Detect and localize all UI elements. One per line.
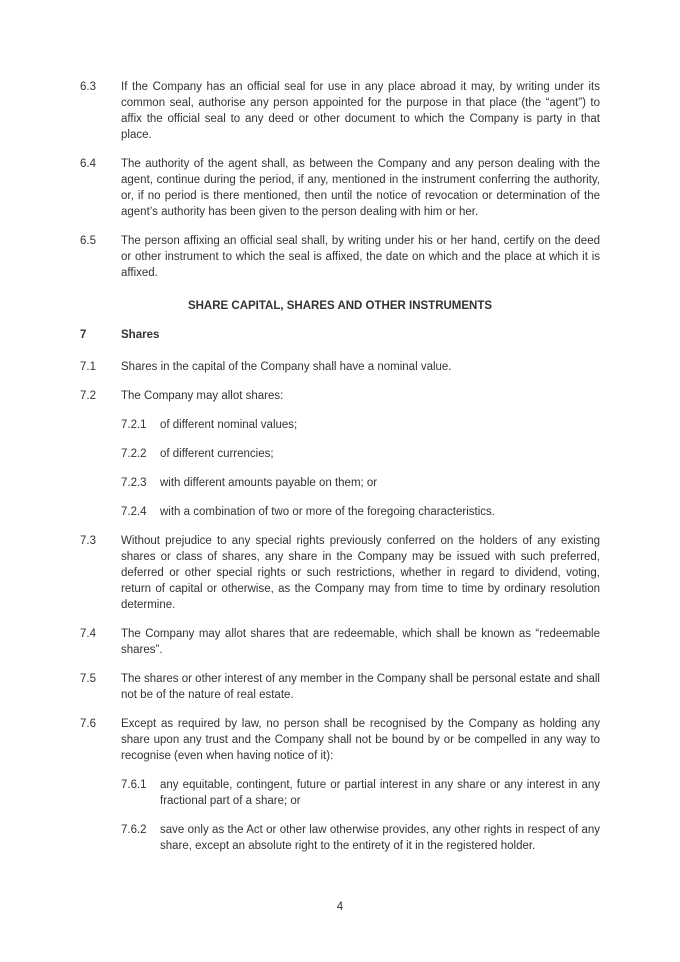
clause-number: 7.6 (80, 718, 96, 730)
clause-text: of different nominal values; (160, 419, 298, 431)
clause-text: The person affixing an official seal shall, by writing under his or her hand, certify on the deed or other instrument to which the seal is affixed, the date on which and the place at which it is affixed. (121, 235, 600, 279)
clause-text: any equitable, contingent, future or partial interest in any share or any interest in any fractional part of a share; or (160, 779, 600, 807)
page-number: 4 (336, 901, 344, 913)
clause-7-2 (80, 388, 600, 404)
clause-7-6-2 (121, 822, 600, 854)
clause-number: 6.5 (80, 235, 96, 247)
clause-number: 7.3 (80, 535, 96, 547)
clause-7-6 (80, 716, 600, 764)
clause-text: with different amounts payable on them; or (160, 477, 378, 489)
clause-number: 6.3 (80, 81, 96, 93)
clause-6-3 (80, 79, 600, 143)
clause-7-5 (80, 671, 600, 703)
clause-7-4 (80, 626, 600, 658)
section-heading: SHARE CAPITAL, SHARES AND OTHER INSTRUMENTS (187, 300, 493, 312)
clause-text: Without prejudice to any special rights previously conferred on the holders of any existing shares or class of shares, any share in the Company may be issued with such preferred, deferred or other special rights or such restrictions, whether in regard to dividend, voting, return of capital or otherwise, as the Company may from time to time by ordinary resolution determine. (121, 535, 600, 611)
clause-7-2-2 (121, 446, 600, 462)
clause-number: 7.6.2 (121, 824, 147, 836)
clause-text: The Company may allot shares that are redeemable, which shall be known as “redeemable shares”. (121, 628, 600, 656)
clause-7-6-1 (121, 777, 600, 809)
clause-number: 7.2.3 (121, 477, 147, 489)
section-title-text: Shares (121, 329, 160, 341)
clause-text: of different currencies; (160, 448, 274, 460)
clause-text: The authority of the agent shall, as between the Company and any person dealing with the agent, continue during the period, if any, mentioned in the instrument conferring the authority, or, if no period is there mentioned, then until the notice of revocation or determination of the agent’s authority has been given to the person dealing with him or her. (121, 158, 600, 218)
clause-number: 7.2.4 (121, 506, 147, 518)
clause-number: 7.2.2 (121, 448, 147, 460)
clause-number: 6.4 (80, 158, 96, 170)
clause-text: with a combination of two or more of the foregoing characteristics. (160, 506, 495, 518)
clause-number: 7.6.1 (121, 779, 147, 791)
clause-text: The shares or other interest of any member in the Company shall be personal estate and shall not be of the nature of real estate. (121, 673, 600, 701)
clause-text: Shares in the capital of the Company shall have a nominal value. (121, 361, 452, 373)
clause-number: 7.1 (80, 361, 96, 373)
clause-7-2-4 (121, 504, 600, 520)
clause-number: 7.5 (80, 673, 96, 685)
clause-text: The Company may allot shares: (121, 390, 284, 402)
clause-6-4 (80, 156, 600, 220)
clause-7-1 (80, 359, 600, 375)
clause-7-2-1 (121, 417, 600, 433)
clause-text: If the Company has an official seal for use in any place abroad it may, by writing under its common seal, authorise any person appointed for the purpose in that place (the “agent”) to affix the official seal to any deed or other document to which the Company is party in that place. (121, 81, 600, 141)
clause-7-3 (80, 533, 600, 613)
clause-text: Except as required by law, no person shall be recognised by the Company as holding any share upon any trust and the Company shall not be bound by or be compelled in any way to recognise (even when having notice of it): (121, 718, 600, 762)
clause-7-2-3 (121, 475, 600, 491)
clause-number: 7.2.1 (121, 419, 147, 431)
clause-6-5 (80, 233, 600, 281)
section-7-title (80, 327, 600, 343)
section-number: 7 (80, 329, 87, 341)
clause-number: 7.4 (80, 628, 96, 640)
clause-text: save only as the Act or other law otherwise provides, any other rights in respect of any share, except an absolute right to the entirety of it in the registered holder. (160, 824, 600, 852)
clause-number: 7.2 (80, 390, 96, 402)
